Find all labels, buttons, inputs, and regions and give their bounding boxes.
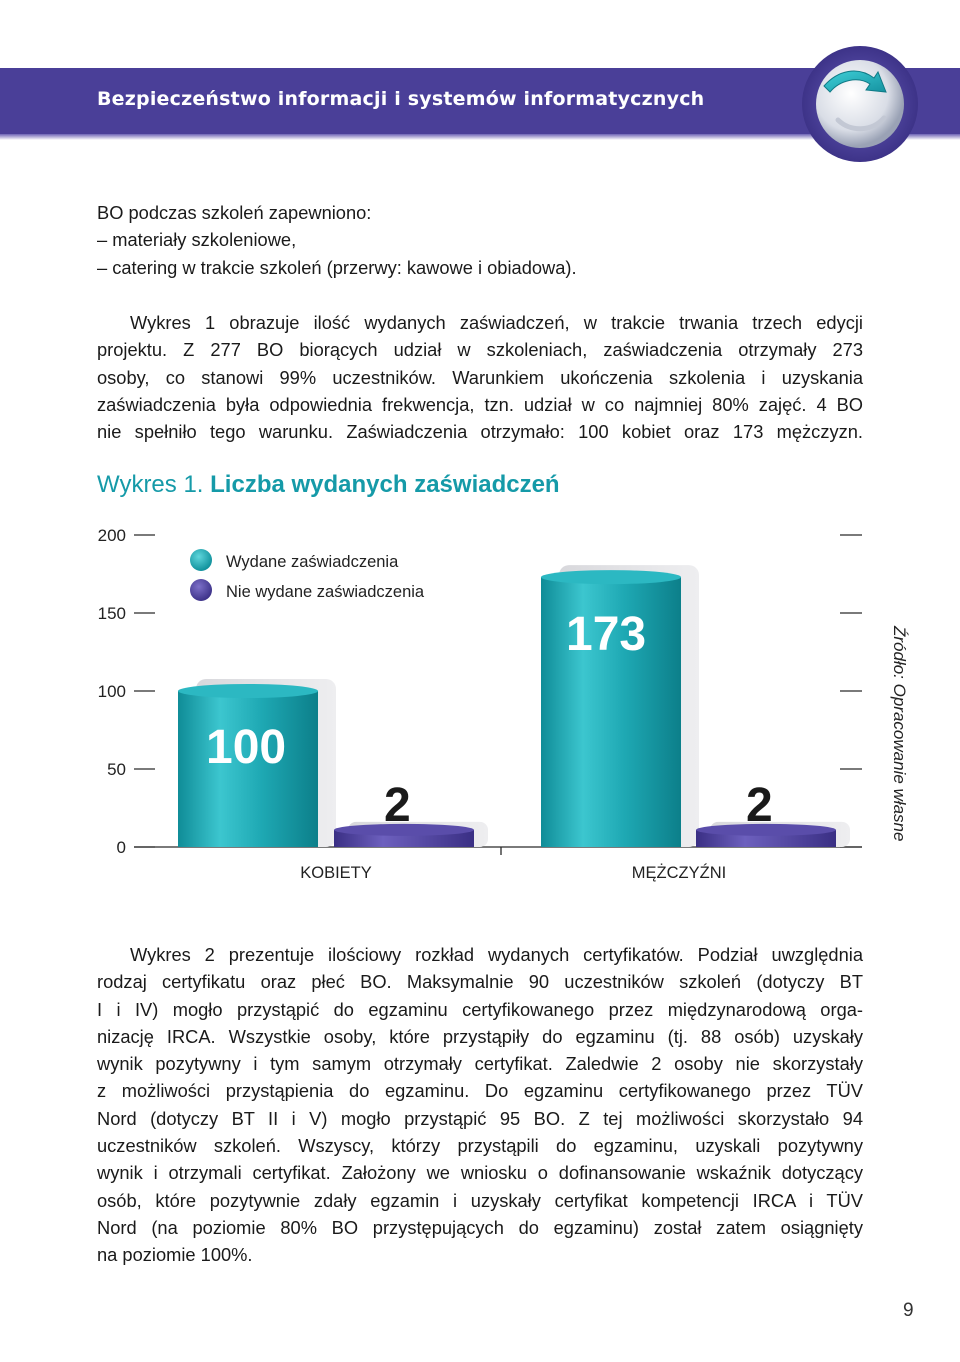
- y-tick-label: 150: [97, 604, 126, 623]
- x-category-label: MĘŻCZYŹNI: [631, 864, 727, 882]
- paragraph-line: uczestników szkoleń. Wszyscy, którzy przystąpili do egzaminu, uzyskali pozytywny: [97, 1135, 863, 1157]
- intro-line: – catering w trakcie szkoleń (przerwy: kawowe i obiadowa).: [97, 256, 577, 278]
- intro-line: BO podczas szkoleń zapewniono:: [97, 202, 372, 223]
- paragraph-line: Nord (na poziomie 80% BO przystępujących do egzaminu) został zatem osiągnięty: [97, 1216, 863, 1238]
- paragraph-line: projektu. Z 277 BO biorących udział w szkoleniach, zaświadczenia otrzymały 273: [97, 339, 863, 361]
- paragraph-line: na poziomie 100%.: [97, 1244, 253, 1266]
- paragraph-line: osoby, co stanowi 99% uczestników. Warunkiem ukończenia szkolenia i uzyskania: [97, 366, 863, 388]
- bar-value-label: 100: [206, 721, 287, 774]
- paragraph-line: I i IV) mogło przystąpić do egzaminu certyfikowanego przez międzynarodową orga-: [97, 998, 863, 1020]
- source-note-text: Źródło: Opracowanie własne: [890, 626, 909, 842]
- paragraph-line: nizację IRCA. Wszystkie osoby, które przystąpiły do egzaminu (tj. 88 osób) uzyskały: [97, 1025, 863, 1047]
- paragraph-2: [97, 941, 863, 1269]
- bar-issued-top: [541, 570, 681, 584]
- header-title: Bezpieczeństwo informacji i systemów informatycznych: [97, 88, 705, 110]
- paragraph-line: Wykres 2 prezentuje ilościowy rozkład wydanych certyfikatów. Podział uwzględnia: [130, 944, 863, 965]
- y-tick-label: 50: [107, 760, 126, 779]
- y-tick-label: 200: [97, 526, 126, 545]
- legend-label-not-issued: Nie wydane zaświadczenia: [226, 583, 425, 601]
- paragraph-line: z możliwości przystąpienia do egzaminu. Do egzaminu certyfikowanego przez TÜV: [97, 1080, 863, 1102]
- bar-value-label: 173: [566, 608, 647, 661]
- chart-title-number: Wykres 1.: [97, 471, 204, 498]
- chart-title-label: Liczba wydanych zaświadczeń: [210, 471, 560, 498]
- paragraph-line: Wykres 1 obrazuje ilość wydanych zaświadczeń, w trakcie trwania trzech edycji: [130, 312, 863, 333]
- page-number: 9: [903, 1300, 914, 1321]
- bar-value-label: 2: [746, 779, 773, 832]
- paragraph-line: osób, które pozytywnie zdały egzamin i uzyskały certyfikat kompetencji IRCA i TÜV: [97, 1189, 863, 1211]
- bar-issued-top: [178, 684, 318, 698]
- x-category-label: KOBIETY: [300, 864, 372, 882]
- source-note: [889, 626, 909, 856]
- paragraph-line: nie spełniło tego warunku. Zaświadczenia otrzymało: 100 kobiet oraz 173 mężczyzn.: [97, 421, 863, 443]
- paragraph-line: zaświadczenia była odpowiednia frekwencja, tzn. udział w co najmniej 80% zajęć. 4 BO: [97, 393, 863, 415]
- y-tick-label: 100: [97, 682, 126, 701]
- y-tick-label: 0: [116, 838, 126, 857]
- paragraph-line: wynik pozytywny i tym samym otrzymały certyfikat. Zaledwie 2 osoby nie skorzystały: [97, 1053, 863, 1075]
- paragraph-line: Nord (dotyczy BT II i V) mogło przystąpić 95 BO. Z tej możliwości skorzystało 94: [97, 1107, 863, 1129]
- bar-value-label: 2: [384, 779, 411, 832]
- paragraph-line: wynik i otrzymali certyfikat. Założony we wniosku o dofinansowanie wskaźnik dotyczący: [97, 1162, 863, 1184]
- legend-swatch-issued: [190, 549, 212, 571]
- legend-swatch-not-issued: [190, 579, 212, 601]
- intro-line: – materiały szkoleniowe,: [97, 229, 297, 251]
- legend-label-issued: Wydane zaświadczenia: [226, 553, 399, 571]
- paragraph-line: rodzaj certyfikatu oraz płeć BO. Maksymalnie 90 uczestników szkoleń (dotyczy BT: [97, 971, 863, 993]
